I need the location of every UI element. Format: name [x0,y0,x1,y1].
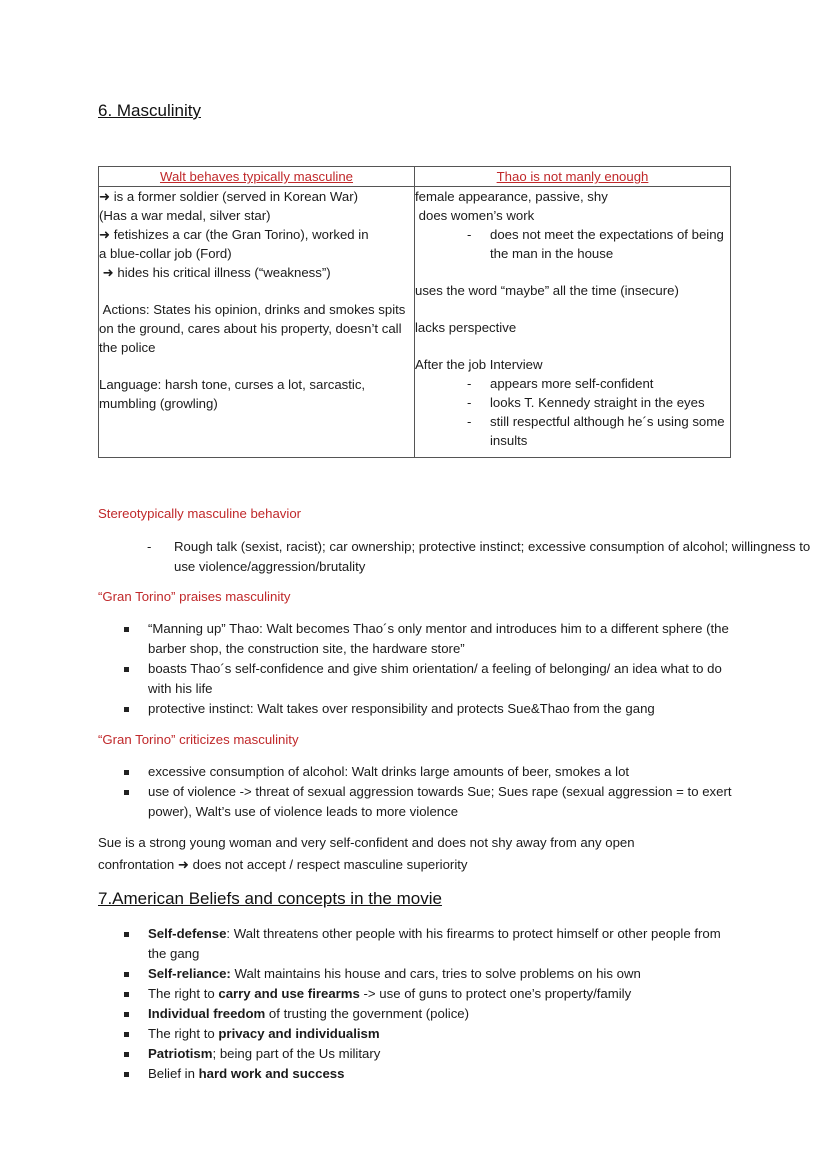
section-title-american-beliefs: 7.American Beliefs and concepts in the movie [98,889,442,908]
walt-cell [99,187,415,458]
list-item: Individual freedom of trusting the government (police) [98,1004,738,1024]
thao-after-item: - looks T. Kennedy straight in the eyes [415,393,730,412]
thao-maybe: uses the word “maybe” all the time (insecure) [415,283,679,298]
list-item: boasts Thao´s self-confidence and give shim orientation/ a feeling of belonging/ an idea what to do with his life [98,659,738,699]
list-item: excessive consumption of alcohol: Walt drinks large amounts of beer, smokes a lot [98,762,738,782]
table-header-thao: Thao is not manly enough [415,167,731,187]
beliefs-list [98,924,738,1084]
list-item: “Manning up” Thao: Walt becomes Thao´s only mentor and introduces him to a different sphere (the barber shop, the construction site, the hardware store” [98,619,738,659]
list-item: use of violence -> threat of sexual aggression towards Sue; Sues rape (sexual aggression = to exert power), Walt’s use of violence leads to more violence [98,782,738,822]
list-item: The right to carry and use firearms -> use of guns to protect one’s property/family [98,984,738,1004]
list-item: Self-reliance: Walt maintains his house and cars, tries to solve problems on his own [98,964,738,984]
list-item: Self-defense: Walt threatens other people with his firearms to protect himself or other people from the gang [98,924,738,964]
praises-list [98,619,738,719]
walt-language: Language: harsh tone, curses a lot, sarcastic, mumbling (growling) [99,377,366,411]
thao-work: does women’s work [415,208,535,223]
list-item: Patriotism; being part of the Us military [98,1044,738,1064]
walt-line: (Has a war medal, silver star) [99,208,271,223]
walt-line: a blue-collar job (Ford) [99,246,232,261]
list-item: The right to privacy and individualism [98,1024,738,1044]
list-item: protective instinct: Walt takes over responsibility and protects Sue&Thao from the gang [98,699,738,719]
sue-paragraph-line: Sue is a strong young woman and very self-confident and does not shy away from any open [98,835,635,850]
list-item: Belief in hard work and success [98,1064,738,1084]
criticizes-list [98,762,738,822]
masculinity-comparison-table [98,166,731,458]
criticizes-heading: “Gran Torino” criticizes masculinity [98,732,299,747]
sue-paragraph-line: confrontation ➜ does not accept / respect masculine superiority [98,857,468,872]
thao-after-interview: After the job Interview [415,357,543,372]
walt-line: ➜ fetishizes a car (the Gran Torino), worked in [99,227,369,242]
thao-cell [415,187,731,458]
walt-line: ➜ is a former soldier (served in Korean War) [99,189,359,204]
walt-actions: Actions: States his opinion, drinks and smokes spits on the ground, cares about his property, doesn’t call the police [99,302,410,355]
thao-after-item: - still respectful although he´s using some insults [415,412,730,450]
thao-after-item: - appears more self-confident [415,374,730,393]
thao-work-detail: - does not meet the expectations of being the man in the house [415,225,730,263]
thao-appearance: female appearance, passive, shy [415,189,608,204]
stereotypical-heading: Stereotypically masculine behavior [98,506,302,521]
walt-line: ➜ hides his critical illness (“weakness”) [99,265,331,280]
thao-perspective: lacks perspective [415,320,517,335]
table-header-walt: Walt behaves typically masculine [99,167,415,187]
praises-heading: “Gran Torino” praises masculinity [98,589,291,604]
section-title-masculinity: 6. Masculinity [98,101,201,120]
stereotypical-item: - Rough talk (sexist, racist); car ownership; protective instinct; excessive consumption of alcohol; willingness to use violence/aggression/brutality [98,537,828,577]
